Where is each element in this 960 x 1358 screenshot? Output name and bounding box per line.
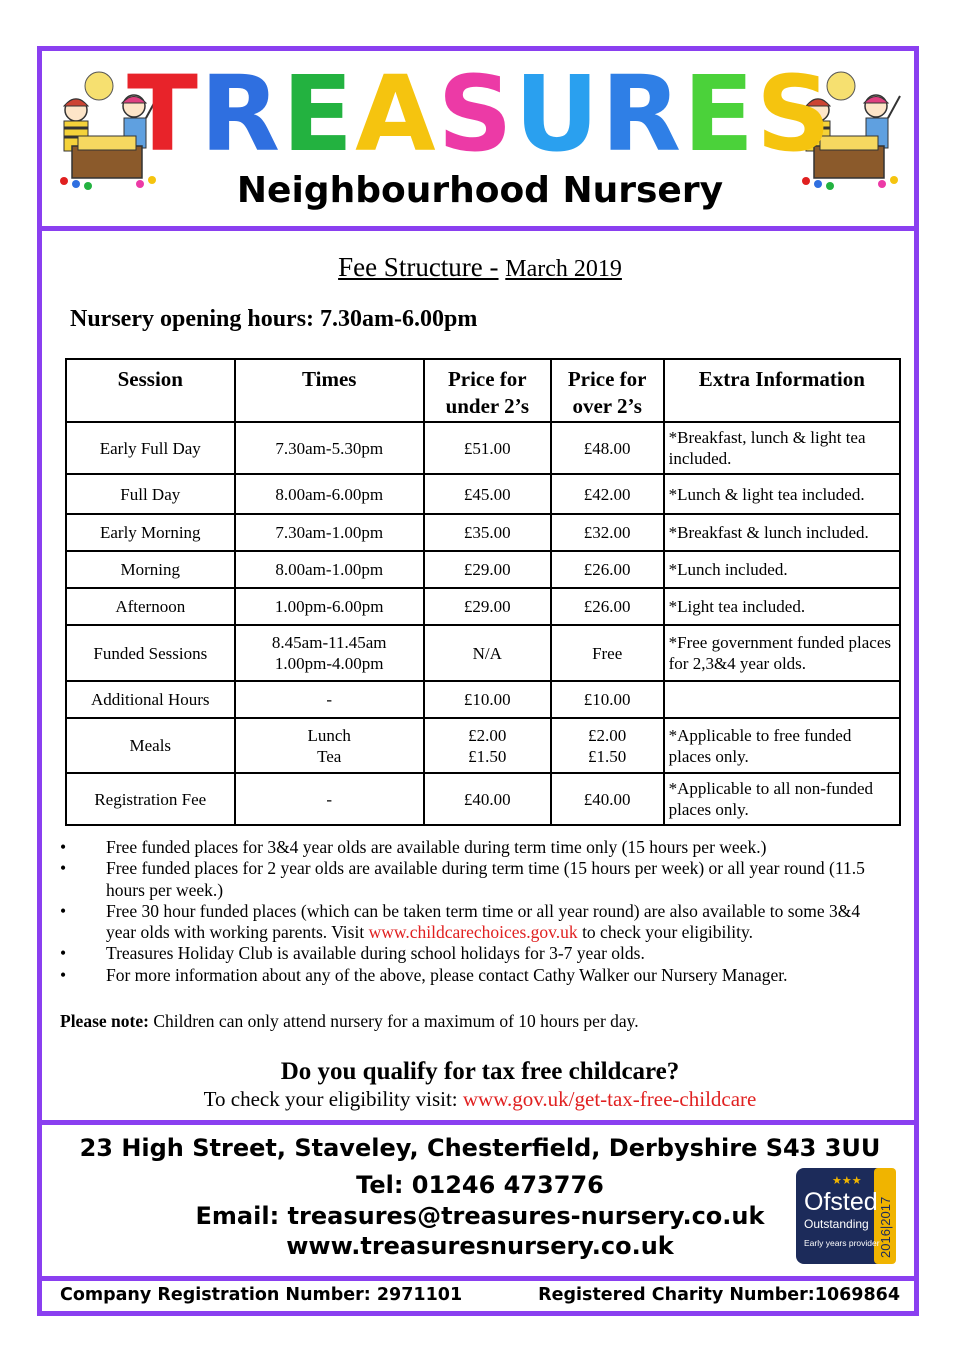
extra-info-cell: *Light tea included. [664,588,900,625]
times-cell: 8.00am-6.00pm [235,474,424,514]
brand-subtitle: Neighbourhood Nursery [236,170,724,211]
session-cell: Afternoon [66,588,235,625]
session-cell: Additional Hours [66,681,235,718]
fee-structure-title [0,252,960,283]
session-cell: Funded Sessions [66,625,235,681]
title-letter: T [127,53,200,175]
fee-table-header [66,359,900,422]
fee-structure-heading: Fee Structure - [338,252,499,282]
price-over-2-cell: £40.00 [551,773,664,825]
header-price-under-2 [424,359,551,422]
times-cell: 8.45am-11.45am 1.00pm-4.00pm [235,625,424,681]
list-item: • For more information about any of the above, please contact Cathy Walker our Nursery Manager. [60,965,880,986]
extra-info-cell: *Breakfast, lunch & light tea included. [664,422,900,474]
title-letter: R [600,53,684,175]
table-row [66,718,900,773]
times-cell: - [235,681,424,718]
tax-free-heading: Do you qualify for tax free childcare? [280,1058,680,1085]
extra-info-cell [664,681,900,718]
table-row [66,681,900,718]
charity-registration: Registered Charity Number:1069864 [538,1285,900,1305]
price-over-2-cell: £32.00 [551,514,664,551]
list-item: • Free funded places for 2 year olds are available during term time (15 hours per week) or all year round (11.5 hours per week.) [60,858,880,901]
ofsted-type: Early years provider [804,1238,880,1248]
session-cell: Registration Fee [66,773,235,825]
title-letter: E [683,53,757,175]
tax-check-text: To check your eligibility visit: [203,1087,463,1111]
company-registration: Company Registration Number: 2971101 [60,1285,463,1305]
price-under-2-cell: £2.00 £1.50 [424,718,551,773]
price-over-2-cell: £26.00 [551,588,664,625]
table-row [66,514,900,551]
childcare-choices-link[interactable]: www.childcarechoices.gov.uk [368,922,578,943]
tax-free-childcare-link[interactable]: www.gov.uk/get-tax-free-childcare [462,1087,757,1111]
extra-info-cell: *Lunch & light tea included. [664,474,900,514]
session-cell: Early Full Day [66,422,235,474]
table-row [66,474,900,514]
times-cell: 7.30am-1.00pm [235,514,424,551]
title-letter: S [756,53,833,175]
list-item: • Treasures Holiday Club is available during school holidays for 3-7 year olds. [60,943,880,964]
ofsted-rating: Outstanding [804,1217,869,1231]
list-item [60,901,880,944]
times-cell: Lunch Tea [235,718,424,773]
session-cell: Early Morning [66,514,235,551]
session-cell: Meals [66,718,235,773]
opening-hours: Nursery opening hours: 7.30am-6.00pm [70,306,478,332]
svg-text:★★★: ★★★ [832,1174,862,1187]
please-note [60,1011,639,1032]
session-cell: Full Day [66,474,235,514]
title-letter: U [514,53,601,175]
price-under-2-cell: £35.00 [424,514,551,551]
brand-title [0,53,960,175]
title-letter: E [282,53,356,175]
header-price-under-2-text: Price for under 2’s [445,367,530,418]
contact-divider [37,1120,919,1125]
price-under-2-cell: £29.00 [424,588,551,625]
bullet-text: Free 30 hour funded places (which can be taken term time or all year round) are also available to some 3&4 year olds with working parents. Visit [106,900,861,943]
table-row [66,625,900,681]
price-over-2-cell: £2.00 £1.50 [551,718,664,773]
price-over-2-cell: Free [551,625,664,681]
extra-info-cell: *Applicable to free funded places only. [664,718,900,773]
extra-info-cell: *Applicable to all non-funded places only. [664,773,900,825]
note-label: Please note: [60,1011,149,1031]
header-price-over-2 [551,359,664,422]
footer-divider [37,1276,919,1281]
times-cell: - [235,773,424,825]
ofsted-years: 2016|2017 [878,1196,893,1258]
list-item: • Free funded places for 3&4 year olds are available during term time only (15 hours per week.) [60,837,880,858]
tax-free-check [0,1087,960,1112]
table-row [66,551,900,588]
fee-structure-date: March 2019 [505,256,622,282]
note-text: Children can only attend nursery for a maximum of 10 hours per day. [148,1011,639,1031]
title-letter: A [355,53,438,175]
table-row [66,588,900,625]
fee-table [65,358,901,826]
header-extra-info: Extra Information [664,359,900,422]
ofsted-outstanding-badge [796,1168,896,1264]
price-under-2-cell: £45.00 [424,474,551,514]
extra-info-cell: *Free government funded places for 2,3&4 year olds. [664,625,900,681]
header-price-over-2-text: Price for over 2’s [567,367,647,418]
bullet-text: to check your eligibility. [577,922,753,943]
session-cell: Morning [66,551,235,588]
times-cell: 8.00am-1.00pm [235,551,424,588]
price-over-2-cell: £48.00 [551,422,664,474]
price-under-2-cell: £51.00 [424,422,551,474]
telephone: Tel: 01246 473776 [356,1171,604,1199]
header-times: Times [235,359,424,422]
price-under-2-cell: £10.00 [424,681,551,718]
price-under-2-cell: N/A [424,625,551,681]
address: 23 High Street, Staveley, Chesterfield, Derbyshire S43 3UU [79,1134,881,1162]
price-over-2-cell: £10.00 [551,681,664,718]
extra-info-cell: *Breakfast & lunch included. [664,514,900,551]
header-divider [37,226,919,231]
price-over-2-cell: £26.00 [551,551,664,588]
table-row [66,422,900,474]
price-over-2-cell: £42.00 [551,474,664,514]
ofsted-name: Ofsted [804,1188,878,1216]
table-row [66,773,900,825]
header-session: Session [66,359,235,422]
times-cell: 7.30am-5.30pm [235,422,424,474]
times-cell: 1.00pm-6.00pm [235,588,424,625]
extra-info-cell: *Lunch included. [664,551,900,588]
title-letter: S [437,53,515,175]
info-bullet-list [60,837,880,986]
price-under-2-cell: £29.00 [424,551,551,588]
website-link[interactable]: www.treasuresnursery.co.uk [286,1232,674,1260]
price-under-2-cell: £40.00 [424,773,551,825]
email[interactable]: Email: treasures@treasures-nursery.co.uk [195,1202,765,1230]
title-letter: R [199,53,283,175]
